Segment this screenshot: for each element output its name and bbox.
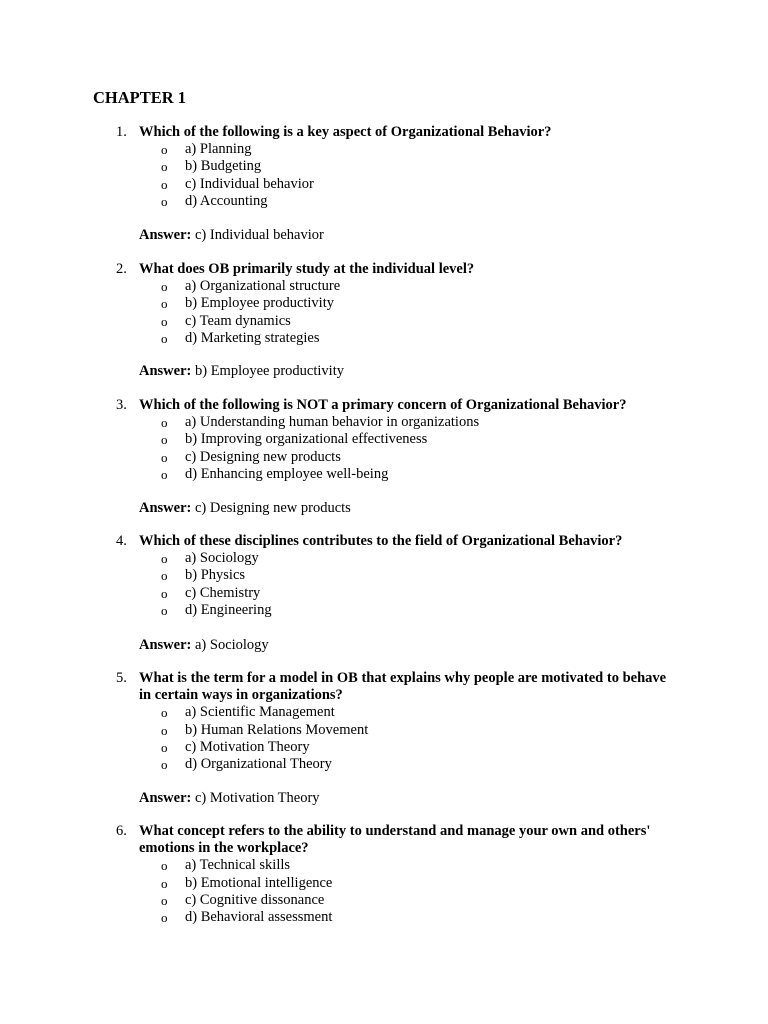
option-item — [0, 567, 768, 584]
question-number: 3. — [116, 397, 127, 413]
bullet-icon: o — [161, 466, 168, 482]
question-number: 4. — [116, 533, 127, 549]
bullet-icon: o — [161, 705, 168, 721]
answer-line — [139, 500, 351, 517]
option-text: a) Sociology — [185, 550, 259, 567]
bullet-icon: o — [161, 568, 168, 584]
option-text: b) Human Relations Movement — [185, 721, 369, 738]
question-number: 1. — [116, 124, 127, 140]
answer-text: b) Employee productivity — [194, 363, 344, 379]
option-text: d) Accounting — [185, 192, 268, 209]
option-text: a) Scientific Management — [185, 704, 335, 721]
option-text: c) Individual behavior — [185, 175, 314, 192]
question-number: 5. — [116, 670, 127, 686]
option-item — [0, 141, 768, 158]
option-text: a) Understanding human behavior in organizations — [185, 414, 480, 431]
option-text: b) Budgeting — [185, 158, 262, 175]
bullet-icon: o — [161, 722, 168, 738]
option-text: c) Motivation Theory — [185, 738, 310, 755]
option-item — [0, 722, 768, 739]
option-item — [0, 585, 768, 602]
bullet-icon: o — [161, 910, 168, 925]
option-text: a) Organizational structure — [185, 278, 341, 295]
question-text: What concept refers to the ability to understand and manage your own and others' emotions in the workplace? — [139, 823, 651, 857]
option-item — [0, 313, 768, 330]
option-item — [0, 295, 768, 312]
option-text: c) Cognitive dissonance — [185, 891, 325, 908]
bullet-icon: o — [161, 296, 168, 312]
chapter-title: CHAPTER 1 — [93, 88, 187, 107]
option-item — [0, 330, 768, 347]
bullet-icon: o — [161, 313, 168, 329]
option-text: d) Behavioral assessment — [185, 909, 333, 925]
bullet-icon: o — [161, 432, 168, 448]
answer-text: c) Individual behavior — [194, 227, 324, 243]
option-item — [0, 704, 768, 721]
option-text: d) Marketing strategies — [185, 329, 320, 346]
answer-label: Answer: — [139, 500, 192, 516]
answer-label: Answer: — [139, 363, 192, 379]
option-item — [0, 857, 768, 874]
answer-line — [139, 227, 324, 244]
option-item — [0, 550, 768, 567]
question-text: Which of the following is NOT a primary concern of Organizational Behavior? — [139, 397, 627, 413]
option-item — [0, 414, 768, 431]
bullet-icon: o — [161, 176, 168, 192]
option-text: a) Technical skills — [185, 857, 291, 874]
question-text: What is the term for a model in OB that explains why people are motivated to behave in certain ways in organizations? — [139, 670, 667, 704]
option-item — [0, 602, 768, 619]
option-item — [0, 466, 768, 483]
option-item — [0, 449, 768, 466]
answer-text: a) Sociology — [194, 637, 269, 653]
bullet-icon: o — [161, 892, 168, 908]
answer-label: Answer: — [139, 790, 192, 806]
bullet-icon: o — [161, 875, 168, 891]
option-text: b) Employee productivity — [185, 295, 334, 312]
answer-label: Answer: — [139, 227, 192, 243]
option-item — [0, 875, 768, 892]
bullet-icon: o — [161, 330, 168, 346]
bullet-icon: o — [161, 279, 168, 295]
answer-text: c) Motivation Theory — [194, 790, 320, 806]
question-number: 6. — [116, 823, 127, 839]
answer-line — [139, 637, 269, 654]
bullet-icon: o — [161, 858, 168, 874]
option-item — [0, 158, 768, 175]
bullet-icon: o — [161, 449, 168, 465]
option-item — [0, 176, 768, 193]
option-item — [0, 278, 768, 295]
option-text: b) Improving organizational effectiveness — [185, 431, 428, 448]
option-text: c) Team dynamics — [185, 312, 291, 329]
question-number: 2. — [116, 261, 127, 277]
question-text: Which of the following is a key aspect of Organizational Behavior? — [139, 124, 552, 140]
bullet-icon: o — [161, 415, 168, 431]
option-item — [0, 756, 768, 773]
option-text: c) Designing new products — [185, 448, 341, 465]
bullet-icon: o — [161, 602, 168, 618]
bullet-icon: o — [161, 159, 168, 175]
answer-label: Answer: — [139, 637, 192, 653]
option-text: d) Organizational Theory — [185, 756, 332, 772]
bullet-icon: o — [161, 193, 168, 209]
option-text: c) Chemistry — [185, 584, 261, 601]
question-text: Which of these disciplines contributes to the field of Organizational Behavior? — [139, 533, 623, 549]
bullet-icon: o — [161, 142, 168, 158]
option-text: d) Enhancing employee well-being — [185, 465, 389, 482]
bullet-icon: o — [161, 551, 168, 567]
answer-line — [139, 790, 320, 807]
option-item — [0, 431, 768, 448]
option-text: a) Planning — [185, 141, 252, 158]
option-item — [0, 892, 768, 909]
answer-text: c) Designing new products — [194, 500, 351, 516]
option-text: d) Engineering — [185, 601, 272, 618]
bullet-icon: o — [161, 739, 168, 755]
option-item — [0, 909, 768, 926]
option-text: b) Physics — [185, 567, 246, 584]
question-text: What does OB primarily study at the individual level? — [139, 261, 475, 277]
answer-line — [139, 363, 344, 380]
bullet-icon: o — [161, 585, 168, 601]
option-item — [0, 739, 768, 756]
option-text: b) Emotional intelligence — [185, 874, 333, 891]
option-item — [0, 193, 768, 210]
bullet-icon: o — [161, 757, 168, 772]
